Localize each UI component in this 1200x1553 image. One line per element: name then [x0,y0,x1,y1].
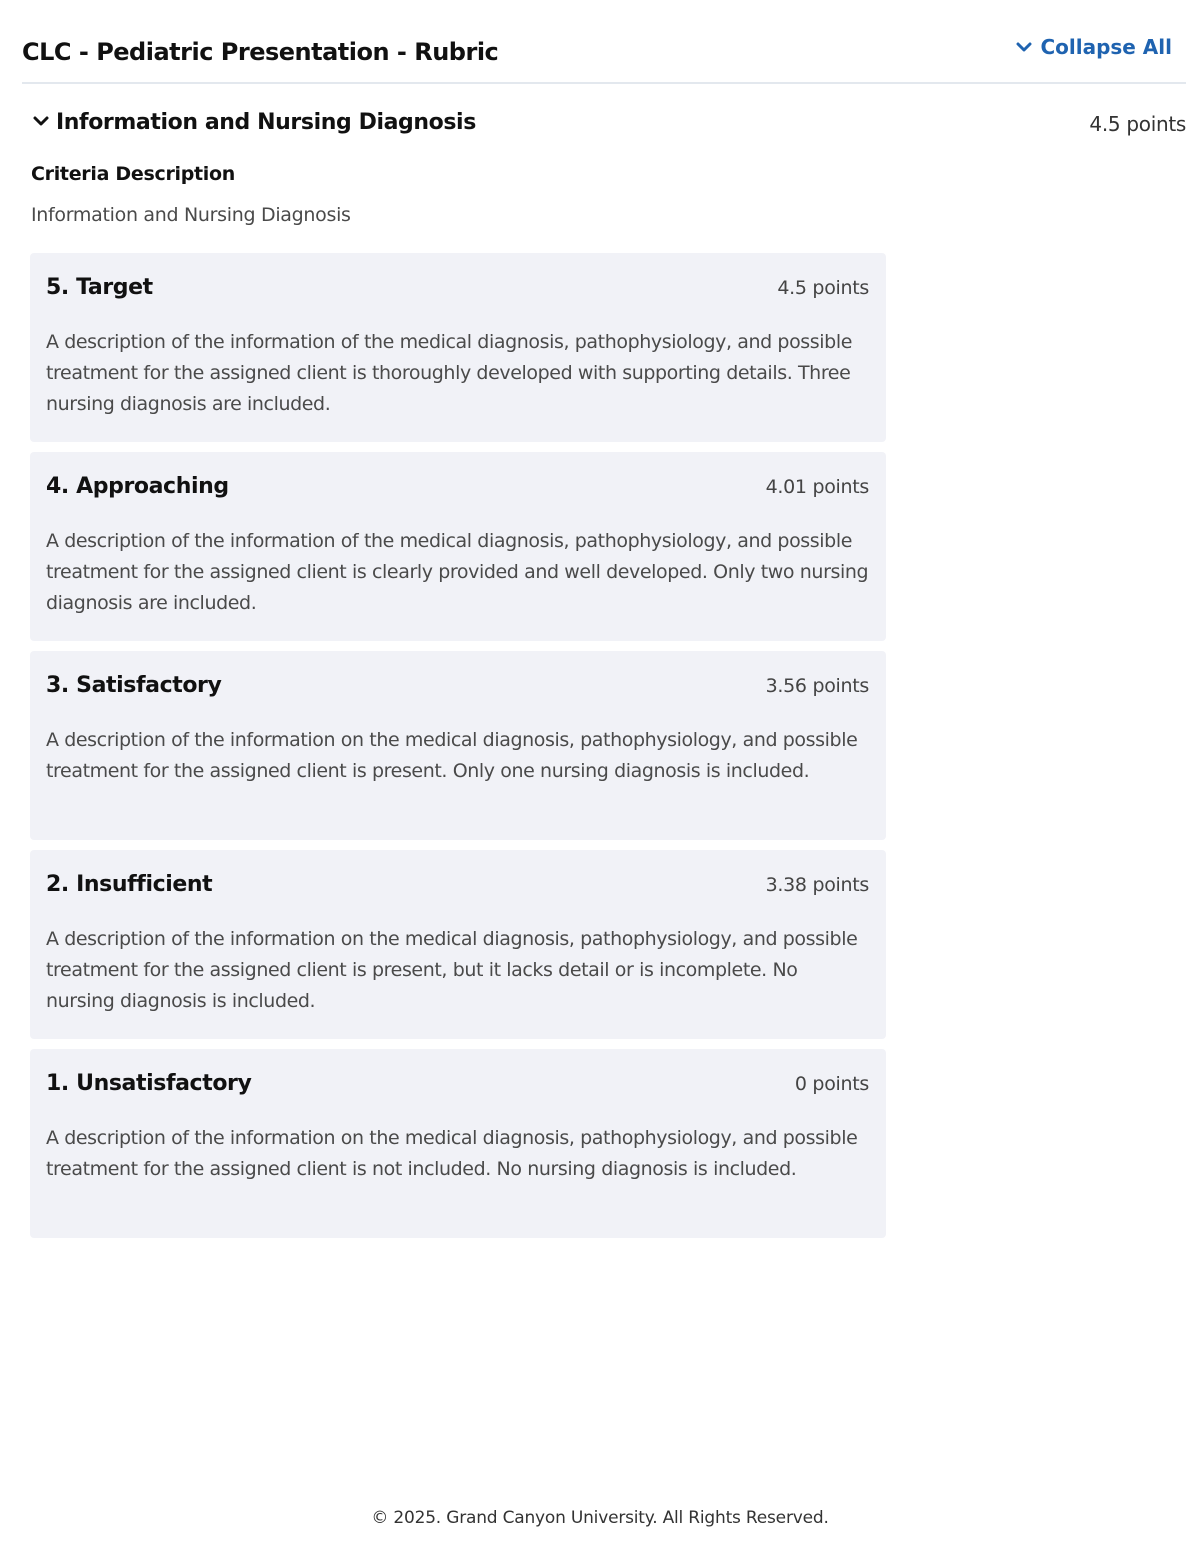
level-points: 4.01 points [765,476,869,498]
level-description: A description of the information on the medical diagnosis, pathophysiology, and possible treatment for the assigned client is present, but it lacks detail or is incomplete. No nursing diagnosis is included. [46,928,858,1012]
collapse-all-label: Collapse All [1040,35,1172,59]
criterion-toggle[interactable] [32,110,476,135]
level-title: 4. Approaching [46,474,229,499]
rubric-level-satisfactory [30,651,886,840]
criteria-description-label: Criteria Description [31,163,236,185]
chevron-down-icon [32,113,50,132]
criterion-points: 4.5 points [1089,112,1186,136]
level-description: A description of the information on the medical diagnosis, pathophysiology, and possible treatment for the assigned client is present. Only one nursing diagnosis is included. [46,729,858,782]
rubric-header [22,30,1186,84]
level-points: 3.38 points [765,874,869,896]
rubric-level-unsatisfactory [30,1049,886,1238]
chevron-down-icon [1016,41,1032,53]
rubric-levels [30,253,886,1248]
level-title: 2. Insufficient [46,872,213,897]
rubric-level-approaching [30,452,886,641]
level-title: 3. Satisfactory [46,673,222,698]
level-title: 1. Unsatisfactory [46,1071,252,1096]
level-points: 4.5 points [777,277,869,299]
collapse-all-button[interactable] [1016,35,1172,59]
level-title: 5. Target [46,275,153,300]
level-description: A description of the information of the medical diagnosis, pathophysiology, and possible treatment for the assigned client is thoroughly developed with supporting details. Three nursing diagnosis are included. [46,331,853,415]
criterion-title: Information and Nursing Diagnosis [56,110,476,135]
level-points: 0 points [794,1073,869,1095]
level-description: A description of the information on the medical diagnosis, pathophysiology, and possible treatment for the assigned client is not included. No nursing diagnosis is included. [46,1127,858,1180]
level-description: A description of the information of the medical diagnosis, pathophysiology, and possible treatment for the assigned client is clearly provided and well developed. Only two nursing diagnosis are included. [46,530,869,614]
level-points: 3.56 points [765,675,869,697]
rubric-level-target [30,253,886,442]
copyright-footer: © 2025. Grand Canyon University. All Rights Reserved. [371,1508,829,1528]
criteria-description-text: Information and Nursing Diagnosis [31,204,351,226]
criterion-header [32,104,1186,140]
page-title: CLC - Pediatric Presentation - Rubric [22,38,499,66]
rubric-level-insufficient [30,850,886,1039]
